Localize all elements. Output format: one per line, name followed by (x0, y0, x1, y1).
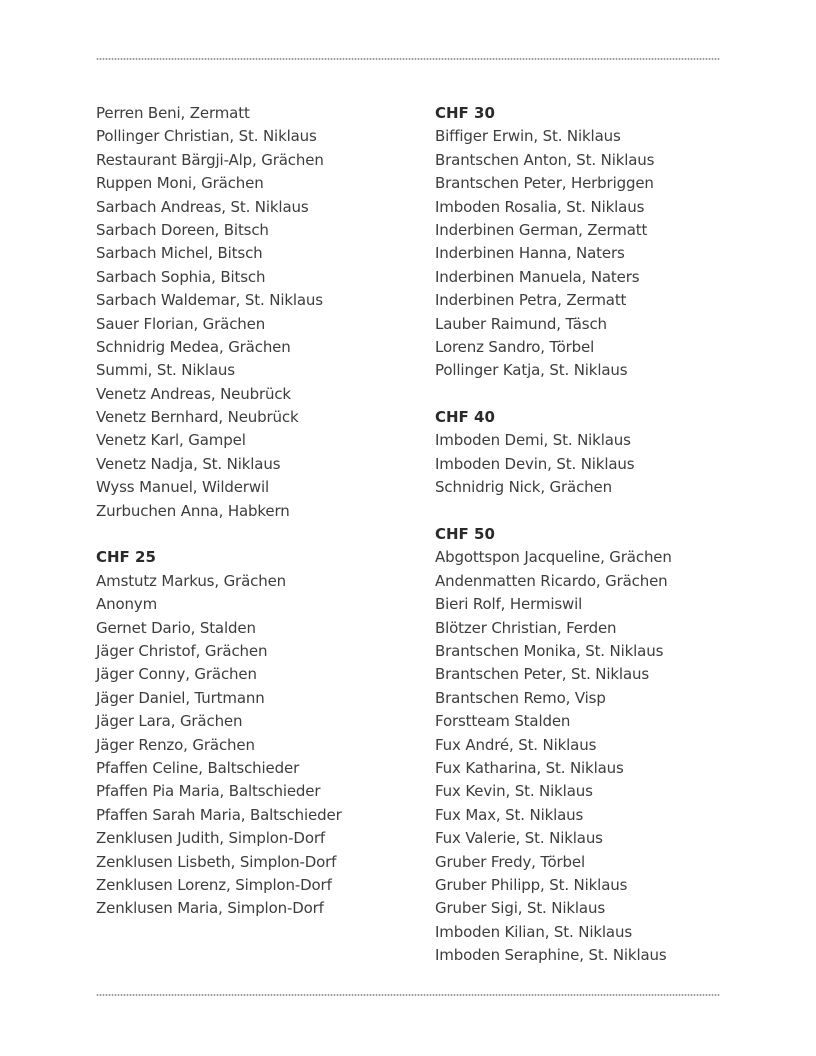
right-donor-column (435, 102, 725, 967)
donor-name: Schnidrig Medea, Grächen (96, 337, 291, 356)
donor-name: Zenklusen Maria, Simplon-Dorf (96, 899, 324, 918)
donor-name: Jäger Conny, Grächen (96, 665, 257, 684)
donation-group (435, 523, 725, 967)
left-donor-column (96, 102, 406, 921)
donor-name: Fux Katharina, St. Niklaus (435, 758, 624, 777)
donor-name: Pfaffen Pia Maria, Baltschieder (96, 782, 321, 801)
donor-name: Inderbinen Petra, Zermatt (435, 291, 627, 310)
donor-name: Sarbach Waldemar, St. Niklaus (96, 291, 323, 310)
donor-name: Summi, St. Niklaus (96, 361, 235, 380)
donor-name: Blötzer Christian, Ferden (435, 618, 617, 637)
donor-name: Lorenz Sandro, Törbel (435, 337, 595, 356)
donor-name: Brantschen Peter, Herbriggen (435, 174, 654, 193)
donor-name: Lauber Raimund, Täsch (435, 314, 607, 333)
donor-name: Gruber Fredy, Törbel (435, 852, 585, 871)
donor-name: Biffiger Erwin, St. Niklaus (435, 127, 621, 146)
donor-name: Inderbinen German, Zermatt (435, 220, 648, 239)
donor-name: Inderbinen Hanna, Naters (435, 244, 625, 263)
donor-name: Perren Beni, Zermatt (96, 104, 250, 122)
donor-name: Venetz Nadja, St. Niklaus (96, 454, 281, 473)
donor-name: Venetz Bernhard, Neubrück (96, 408, 299, 427)
donor-name: Brantschen Monika, St. Niklaus (435, 641, 664, 660)
donor-name: Inderbinen Manuela, Naters (435, 267, 640, 286)
donor-name: Sarbach Sophia, Bitsch (96, 267, 266, 286)
donor-name: Pfaffen Sarah Maria, Baltschieder (96, 805, 342, 824)
donor-name: Imboden Demi, St. Niklaus (435, 431, 631, 450)
donor-list (96, 102, 406, 523)
donor-name: Pfaffen Celine, Baltschieder (96, 758, 300, 777)
donor-name: Imboden Devin, St. Niklaus (435, 454, 635, 473)
donor-name: Fux Kevin, St. Niklaus (435, 782, 593, 801)
donor-name: Jäger Renzo, Grächen (96, 735, 255, 754)
donor-name: Pollinger Christian, St. Niklaus (96, 127, 317, 146)
donor-name: Sauer Florian, Grächen (96, 314, 266, 333)
donor-name: Jäger Daniel, Turtmann (96, 688, 265, 707)
donor-name: Brantschen Peter, St. Niklaus (435, 665, 650, 684)
donor-name: Pollinger Katja, St. Niklaus (435, 361, 628, 380)
donation-group (96, 102, 406, 523)
donor-name: Jäger Christof, Grächen (96, 641, 268, 660)
donor-list (435, 125, 725, 382)
donor-name: Sarbach Doreen, Bitsch (96, 220, 269, 239)
donor-name: Venetz Andreas, Neubrück (96, 384, 291, 403)
amount-heading: CHF 50 (435, 525, 495, 544)
donor-name: Fux Valerie, St. Niklaus (435, 829, 603, 848)
amount-heading: CHF 40 (435, 408, 495, 427)
donor-name: Anonym (96, 595, 158, 614)
donor-name: Forstteam Stalden (435, 712, 571, 731)
donor-name: Fux Max, St. Niklaus (435, 805, 584, 824)
donor-name: Sarbach Andreas, St. Niklaus (96, 197, 309, 216)
donor-name: Zenklusen Lorenz, Simplon-Dorf (96, 875, 332, 894)
donor-name: Zenklusen Lisbeth, Simplon-Dorf (96, 852, 337, 871)
donor-name: Zurbuchen Anna, Habkern (96, 501, 290, 520)
donor-list (435, 546, 725, 967)
donor-name: Venetz Karl, Gampel (96, 431, 246, 450)
donation-group (435, 102, 725, 383)
donor-name: Gruber Sigi, St. Niklaus (435, 899, 605, 918)
donor-name: Imboden Rosalia, St. Niklaus (435, 197, 645, 216)
amount-heading: CHF 25 (96, 548, 156, 567)
donor-name: Jäger Lara, Grächen (96, 712, 243, 731)
bottom-dotted-divider (96, 993, 720, 997)
donation-group (96, 546, 406, 920)
donor-name: Ruppen Moni, Grächen (96, 174, 264, 193)
donation-group (435, 406, 725, 500)
donor-name: Brantschen Anton, St. Niklaus (435, 150, 655, 169)
donor-name: Brantschen Remo, Visp (435, 688, 606, 707)
donor-list (435, 429, 725, 499)
donor-name: Fux André, St. Niklaus (435, 735, 597, 754)
amount-heading: CHF 30 (435, 104, 495, 122)
donor-name: Abgottspon Jacqueline, Grächen (435, 548, 672, 567)
donor-name: Restaurant Bärgji-Alp, Grächen (96, 150, 324, 169)
donor-name: Sarbach Michel, Bitsch (96, 244, 263, 263)
donor-name: Gruber Philipp, St. Niklaus (435, 875, 628, 894)
donor-name: Andenmatten Ricardo, Grächen (435, 571, 668, 590)
donor-name: Amstutz Markus, Grächen (96, 571, 287, 590)
donor-name: Gernet Dario, Stalden (96, 618, 256, 637)
donor-name: Imboden Kilian, St. Niklaus (435, 922, 632, 941)
donor-list (96, 570, 406, 921)
donor-name: Imboden Seraphine, St. Niklaus (435, 946, 667, 965)
donor-name: Zenklusen Judith, Simplon-Dorf (96, 829, 325, 848)
top-dotted-divider (96, 57, 720, 61)
donor-name: Bieri Rolf, Hermiswil (435, 595, 583, 614)
donor-name: Wyss Manuel, Wilderwil (96, 478, 269, 497)
donor-name: Schnidrig Nick, Grächen (435, 478, 612, 497)
